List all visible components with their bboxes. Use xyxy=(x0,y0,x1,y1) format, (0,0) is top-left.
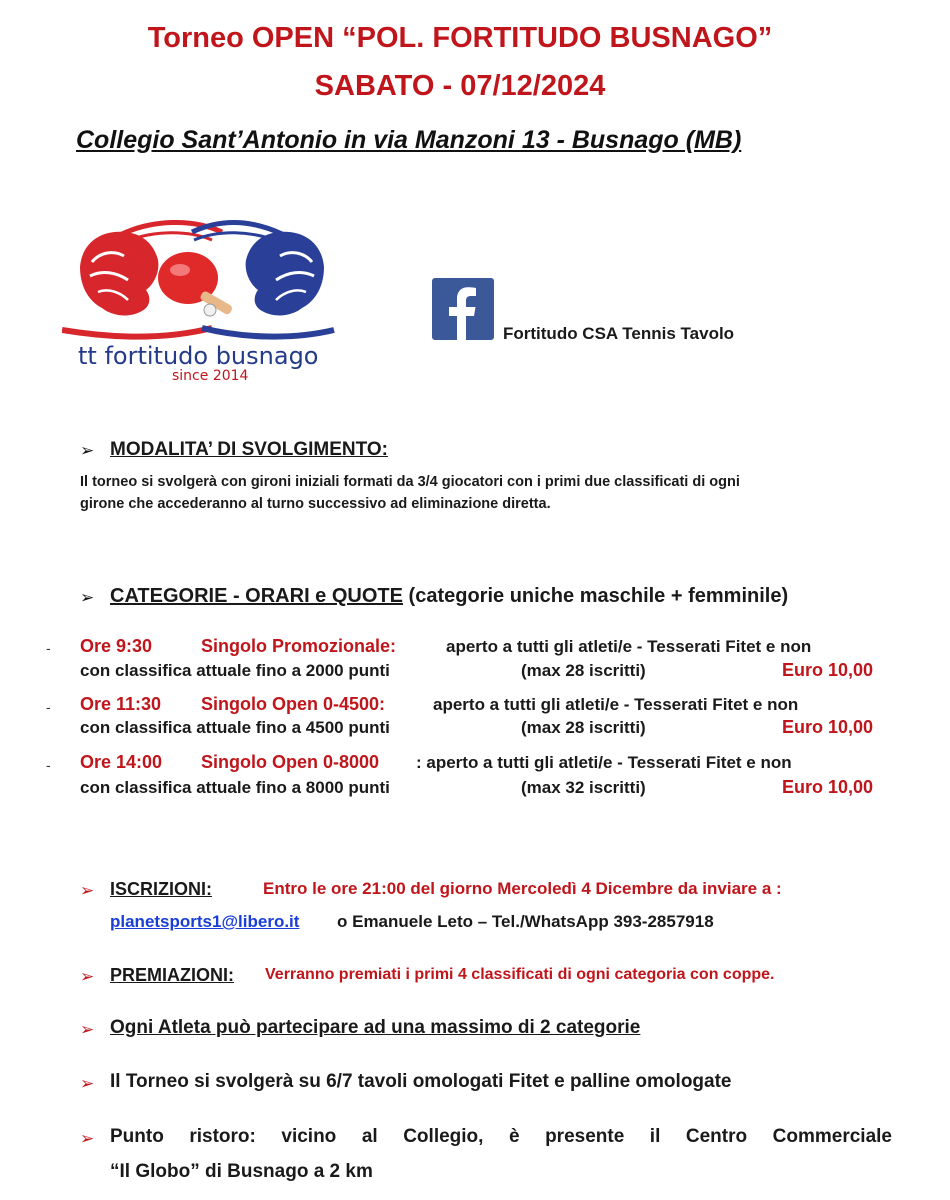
category-price: Euro 10,00 xyxy=(782,717,874,737)
categorie-heading xyxy=(110,585,788,608)
category-max-entries: (max 32 iscritti) xyxy=(521,778,646,797)
note-refreshment-line1: Punto ristoro: vicino al Collegio, è presente il Centro Commerciale xyxy=(110,1126,892,1147)
premiazioni-heading: PREMIAZIONI: xyxy=(110,965,234,985)
ping-pong-paddle-icon xyxy=(158,252,233,316)
note-tables: Il Torneo si svolgerà su 6/7 tavoli omologati Fitet e palline omologate xyxy=(110,1071,732,1092)
arrow-bullet-icon: ➢ xyxy=(80,967,95,986)
category-price: Euro 10,00 xyxy=(782,660,874,680)
categorie-heading-note: (categorie uniche maschile + femminile) xyxy=(408,585,789,607)
category-name: Singolo Open 0-8000 xyxy=(201,752,380,772)
category-description: aperto a tutti gli atleti/e - Tesserati Fitet e non xyxy=(446,637,812,656)
modalita-text-line1: Il torneo si svolgerà con gironi iniziali formati da 3/4 giocatori con i primi due classificati di ogni xyxy=(80,474,740,490)
note-refreshment-line2: “Il Globo” di Busnago a 2 km xyxy=(110,1161,373,1182)
iscrizioni-contact: o Emanuele Leto – Tel./WhatsApp 393-2857918 xyxy=(337,912,714,931)
category-price: Euro 10,00 xyxy=(782,777,874,797)
facebook-icon[interactable] xyxy=(432,278,494,340)
venue-address: Collegio Sant’Antonio in via Manzoni 13 - Busnago (MB) xyxy=(76,126,742,154)
iscrizioni-heading: ISCRIZIONI: xyxy=(110,879,212,899)
modalita-text-line2: girone che accederanno al turno successivo ad eliminazione diretta. xyxy=(80,496,551,512)
category-time: Ore 9:30 xyxy=(80,636,153,656)
page-title: Torneo OPEN “POL. FORTITUDO BUSNAGO” xyxy=(147,22,773,54)
iscrizioni-deadline: Entro le ore 21:00 del giorno Mercoledì 4 Dicembre da inviare a : xyxy=(263,879,782,898)
category-max-entries: (max 28 iscritti) xyxy=(521,661,646,680)
category-time: Ore 14:00 xyxy=(80,752,163,772)
category-classification: con classifica attuale fino a 8000 punti xyxy=(80,778,390,797)
list-dash: - xyxy=(46,640,51,656)
arrow-bullet-icon: ➢ xyxy=(80,588,95,607)
category-classification: con classifica attuale fino a 2000 punti xyxy=(80,661,390,680)
iscrizioni-email-link[interactable]: planetsports1@libero.it xyxy=(110,912,300,931)
facebook-page-name: Fortitudo CSA Tennis Tavolo xyxy=(503,324,735,343)
category-max-entries: (max 28 iscritti) xyxy=(521,718,646,737)
categorie-heading-title: CATEGORIE - ORARI e QUOTE xyxy=(110,585,403,607)
list-dash: - xyxy=(46,757,51,773)
category-name: Singolo Promozionale: xyxy=(201,636,397,656)
event-date: SABATO - 07/12/2024 xyxy=(314,70,606,102)
premiazioni-text: Verranno premiati i primi 4 classificati di ogni categoria con coppe. xyxy=(265,966,775,983)
category-classification: con classifica attuale fino a 4500 punti xyxy=(80,718,390,737)
category-description: : aperto a tutti gli atleti/e - Tesserati Fitet e non xyxy=(416,753,792,772)
arrow-bullet-icon: ➢ xyxy=(80,1020,95,1039)
arrow-bullet-icon: ➢ xyxy=(80,1074,95,1093)
arrow-bullet-icon: ➢ xyxy=(80,441,95,460)
note-max-categories: Ogni Atleta può partecipare ad una massimo di 2 categorie xyxy=(110,1017,641,1038)
club-logo-name: tt fortitudo busnago xyxy=(78,342,319,370)
category-time: Ore 11:30 xyxy=(80,694,162,714)
arrow-bullet-icon: ➢ xyxy=(80,1129,95,1148)
list-dash: - xyxy=(46,699,51,715)
category-name: Singolo Open 0-4500: xyxy=(201,694,386,714)
category-description: aperto a tutti gli atleti/e - Tesserati Fitet e non xyxy=(433,695,799,714)
club-logo-since: since 2014 xyxy=(172,368,249,384)
modalita-heading: MODALITA’ DI SVOLGIMENTO: xyxy=(110,439,388,460)
arrow-bullet-icon: ➢ xyxy=(80,881,95,900)
